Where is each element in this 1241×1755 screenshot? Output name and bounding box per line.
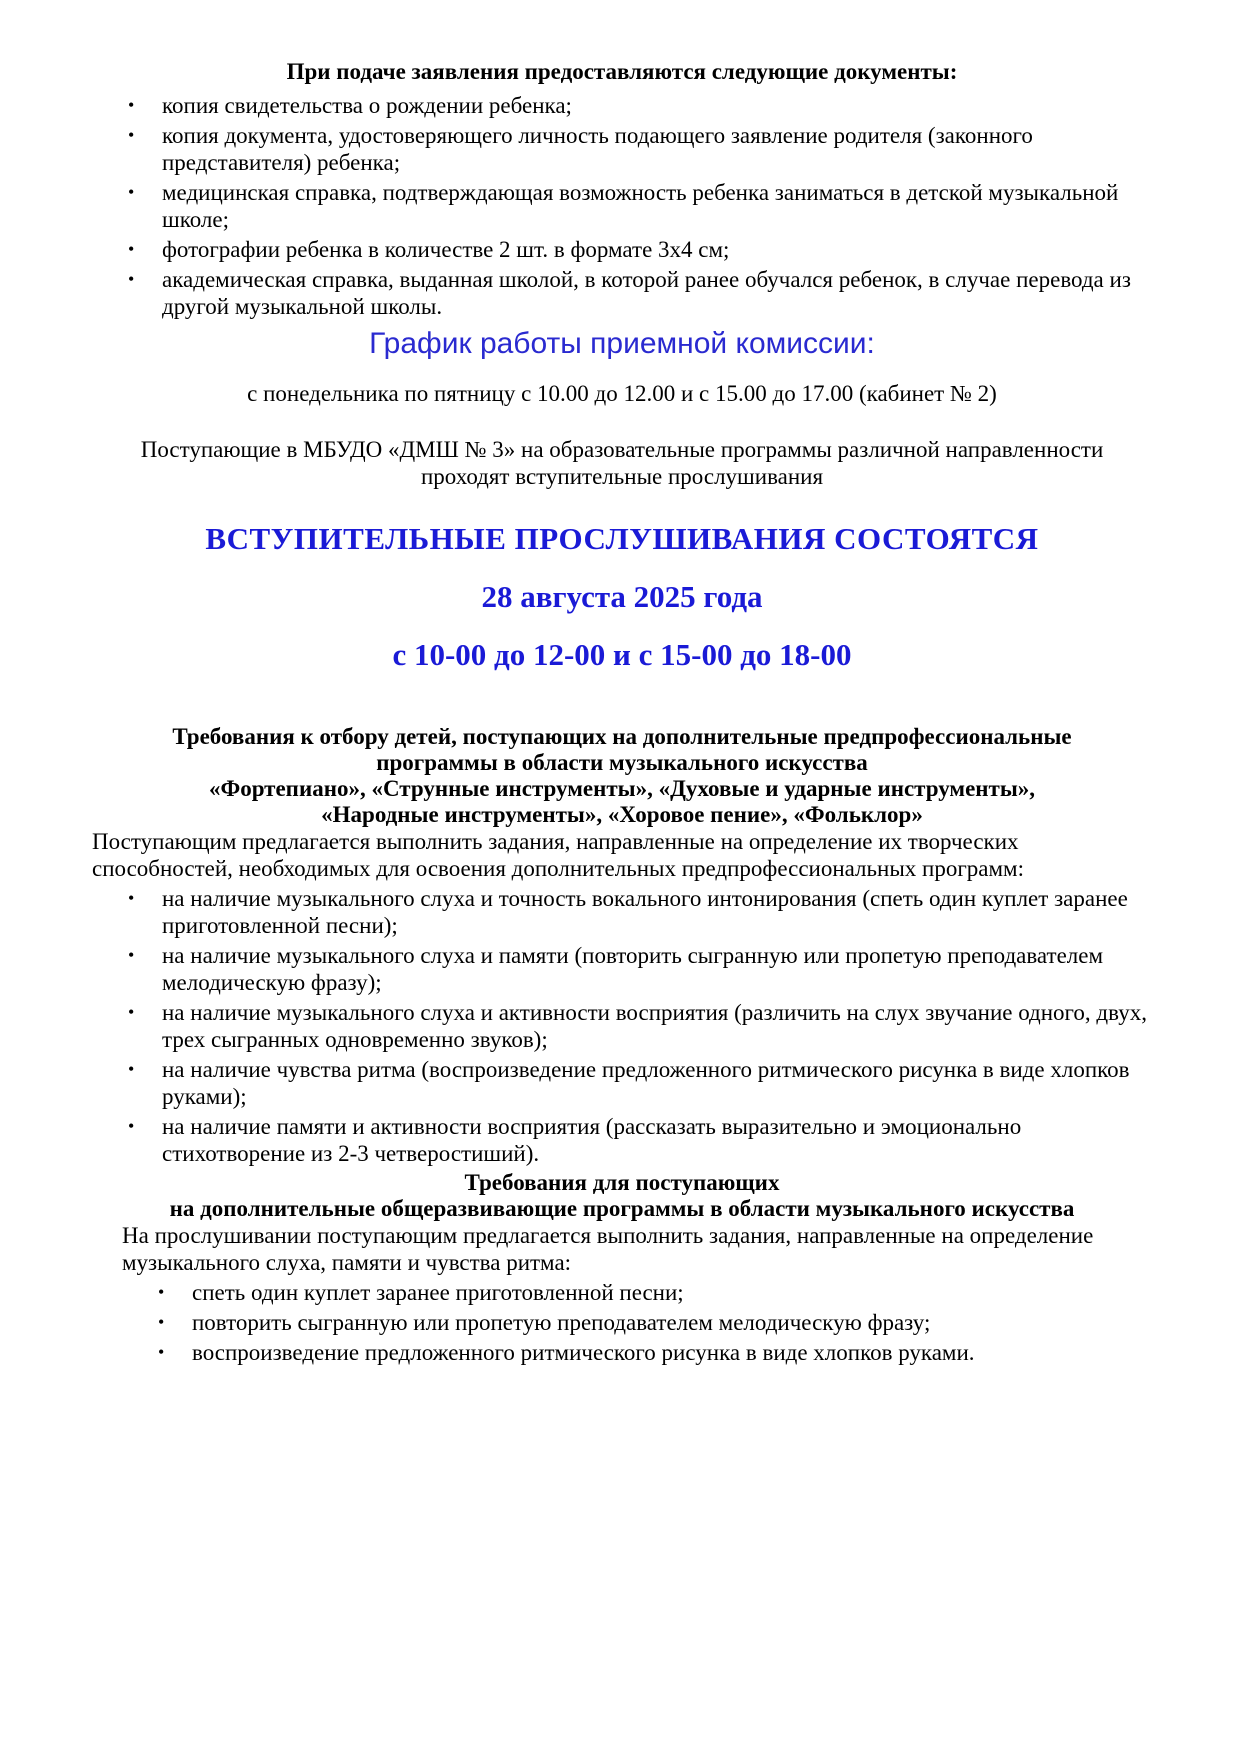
entrants-text <box>92 436 1152 490</box>
list-item: • медицинская справка, подтверждающая возможность ребенка заниматься в детской музыкальной школе; <box>128 180 1119 232</box>
bullet-icon: • <box>158 1282 165 1302</box>
list-item: • на наличие чувства ритма (воспроизведение предложенного ритмического рисунка в виде хлопков руками); <box>128 1057 1130 1109</box>
list-item: • повторить сыгранную или пропетую преподавателем мелодическую фразу; <box>158 1310 931 1335</box>
bullet-icon: • <box>128 125 135 145</box>
bullet-icon: • <box>128 239 135 259</box>
document-content <box>92 58 1152 1369</box>
general-intro: На прослушивании поступающим предлагается выполнить задания, направленные на определение музыкального слуха, памяти и чувства ритма: <box>122 1223 1094 1275</box>
bullet-icon: • <box>128 945 135 965</box>
list-item: • воспроизведение предложенного ритмического рисунка в виде хлопков руками. <box>158 1340 975 1365</box>
preprofessional-heading-line: «Народные инструменты», «Хоровое пение», «Фольклор» <box>321 802 923 827</box>
auditions-time: с 10-00 до 12-00 и с 15-00 до 18-00 <box>392 637 852 672</box>
auditions-date: 28 августа 2025 года <box>481 579 763 614</box>
general-heading <box>92 1170 1152 1222</box>
bullet-icon: • <box>128 182 135 202</box>
bullet-icon: • <box>158 1312 165 1332</box>
preprofessional-heading-line: программы в области музыкального искусства <box>376 750 868 775</box>
general-heading-line: на дополнительные общеразвивающие программы в области музыкального искусства <box>169 1196 1075 1221</box>
preprofessional-heading-line: Требования к отбору детей, поступающих на дополнительные предпрофессиональные <box>172 724 1072 749</box>
documents-list <box>92 92 1152 320</box>
preprofessional-heading-line: «Фортепиано», «Струнные инструменты», «Духовые и ударные инструменты», <box>208 776 1036 801</box>
schedule-title: График работы приемной комиссии: <box>369 327 875 360</box>
preprofessional-intro: Поступающим предлагается выполнить задания, направленные на определение их творческих способностей, необходимых для освоения дополнительных предпрофессиональных программ: <box>92 829 1024 881</box>
entrants-line-1: Поступающие в МБУДО «ДМШ № 3» на образовательные программы различной направленности <box>140 437 1104 462</box>
schedule-text: с понедельника по пятницу с 10.00 до 12.00 и с 15.00 до 17.00 (кабинет № 2) <box>247 381 997 406</box>
general-list <box>92 1279 1152 1366</box>
auditions-title: ВСТУПИТЕЛЬНЫЕ ПРОСЛУШИВАНИЯ СОСТОЯТСЯ <box>205 521 1039 556</box>
list-item: • спеть один куплет заранее приготовленной песни; <box>158 1280 684 1305</box>
bullet-icon: • <box>158 1342 165 1362</box>
list-item: • на наличие памяти и активности восприятия (рассказать выразительно и эмоционально стихотворение из 2-3 четверостиший). <box>128 1114 1022 1166</box>
preprofessional-list <box>92 885 1152 1167</box>
list-item: • на наличие музыкального слуха и точность вокального интонирования (спеть один куплет заранее приготовленной песни); <box>128 886 1128 938</box>
list-item: • копия документа, удостоверяющего личность подающего заявление родителя (законного представителя) ребенка; <box>128 123 1033 175</box>
bullet-icon: • <box>128 1059 135 1079</box>
general-heading-line: Требования для поступающих <box>464 1170 780 1195</box>
bullet-icon: • <box>128 888 135 908</box>
list-item: • на наличие музыкального слуха и памяти (повторить сыгранную или пропетую преподавателем мелодическую фразу); <box>128 943 1104 995</box>
entrants-line-2: проходят вступительные прослушивания <box>420 464 824 489</box>
list-item: • академическая справка, выданная школой, в которой ранее обучался ребенок, в случае перевода из другой музыкальной школы. <box>128 267 1131 319</box>
documents-heading: При подаче заявления предоставляются следующие документы: <box>286 59 958 84</box>
bullet-icon: • <box>128 1002 135 1022</box>
list-item: • на наличие музыкального слуха и активности восприятия (различить на слух звучание одного, двух, трех сыгранных одновременно звуков); <box>128 1000 1147 1052</box>
bullet-icon: • <box>128 95 135 115</box>
preprofessional-heading <box>92 724 1152 828</box>
bullet-icon: • <box>128 1116 135 1136</box>
list-item: • фотографии ребенка в количестве 2 шт. в формате 3х4 см; <box>128 237 730 262</box>
bullet-icon: • <box>128 269 135 289</box>
list-item: • копия свидетельства о рождении ребенка; <box>128 93 572 118</box>
